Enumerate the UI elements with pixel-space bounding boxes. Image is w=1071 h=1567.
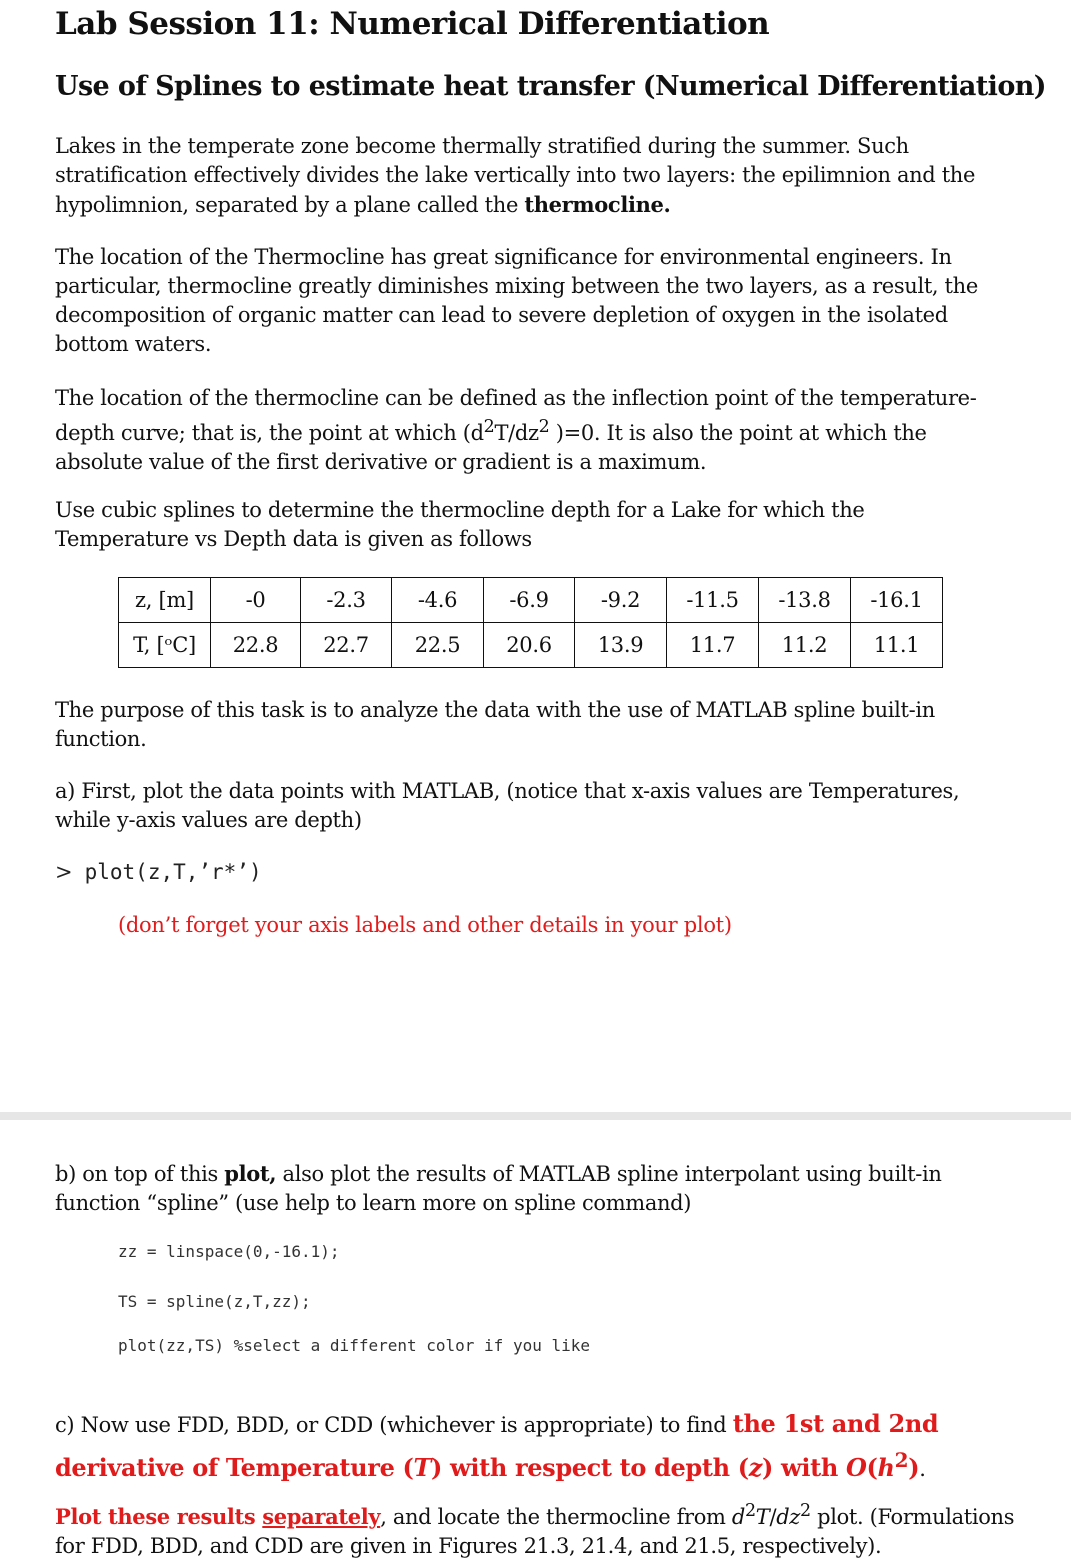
code-line-spline: TS = spline(z,T,zz); — [118, 1292, 311, 1311]
temperature-depth-table — [118, 577, 943, 668]
table-cell: 11.7 — [667, 623, 759, 668]
math-slash: / — [769, 1505, 777, 1529]
code-line-linspace: zz = linspace(0,-16.1); — [118, 1242, 340, 1261]
code-line-plot: plot(zz,TS) %select a different color if you like — [118, 1336, 591, 1355]
table-cell: -6.9 — [484, 578, 575, 623]
plot-instruction-text: plot. (Formulations for FDD, BDD, and CDD are given in Figures 21.3, 21.4, and 21.5, respectively). — [55, 1505, 1015, 1558]
table-header-cell: z, [m] — [119, 578, 211, 623]
table-cell: 11.1 — [851, 623, 943, 668]
definition-paragraph — [55, 384, 1015, 477]
table-cell: -11.5 — [667, 578, 759, 623]
prompt-symbol: > — [55, 860, 73, 884]
part-c-text-start: c) Now use FDD, BDD, or CDD (whichever is appropriate) to find — [55, 1413, 733, 1437]
table-cell: 22.8 — [211, 623, 301, 668]
definition-text-start: The location of the thermocline can be defined as the inflection point of the temperature-depth curve; that is, the point at which (d — [55, 386, 977, 445]
table-cell: -4.6 — [392, 578, 484, 623]
definition-text-mid: T/dz — [494, 421, 539, 445]
table-cell: -13.8 — [759, 578, 851, 623]
part-c-paragraph — [55, 1406, 1015, 1487]
math-T: T — [755, 1505, 770, 1529]
part-b-text-end: also plot the results of MATLAB spline interpolant using built-in function “spline” (use help to learn more on spline command) — [55, 1162, 942, 1215]
table-cell: 13.9 — [575, 623, 667, 668]
purpose-paragraph: The purpose of this task is to analyze the data with the use of MATLAB spline built-in function. — [55, 698, 935, 751]
part-b-text-start: b) on top of this — [55, 1162, 225, 1186]
plot-instruction-paragraph — [55, 1497, 1015, 1561]
part-c-highlight-text: ) with — [762, 1453, 846, 1482]
table-cell: 22.5 — [392, 623, 484, 668]
task-intro-paragraph: Use cubic splines to determine the thermocline depth for a Lake for which the Temperature vs Depth data is given as follows — [55, 498, 865, 551]
part-c-highlight: the 1st and 2nd derivative of Temperature (T) with respect to depth (z) with $O(h^2)$ — [55, 1409, 939, 1482]
definition-sup: 2 — [483, 417, 495, 437]
table-cell: -0 — [211, 578, 301, 623]
step-symbol: h — [877, 1453, 895, 1482]
part-c-highlight-text: the 1st and 2nd derivative of Temperature ( — [55, 1409, 939, 1482]
part-a-paragraph: a) First, plot the data points with MATLAB, (notice that x-axis values are Temperatures, while y-axis values are depth) — [55, 779, 960, 832]
axis-labels-note: (don’t forget your axis labels and other details in your plot) — [118, 913, 732, 937]
page-divider — [0, 1112, 1071, 1120]
definition-sup: 2 — [538, 417, 550, 437]
plot-instruction-text: , and locate the thermocline from — [380, 1505, 732, 1529]
table-row-temperature — [119, 623, 943, 668]
plot-command-text: plot(z,T,’r*’) — [84, 860, 262, 884]
math-exponent: 2 — [745, 1501, 756, 1521]
temperature-symbol: T — [413, 1453, 432, 1482]
intro-text: Lakes in the temperate zone become thermally stratified during the summer. Such stratification effectively divides the lake vertically into two layers: the epilimnion and the hypolimnion, separated by a plane called the — [55, 134, 976, 217]
table-cell: -16.1 — [851, 578, 943, 623]
part-b-paragraph — [55, 1159, 1015, 1218]
table-cell: 20.6 — [484, 623, 575, 668]
plot-command — [55, 860, 262, 884]
separately-underlined: separately — [262, 1504, 381, 1529]
table-cell: -2.3 — [301, 578, 392, 623]
math-d: d — [731, 1505, 745, 1529]
math-dz: dz — [776, 1505, 801, 1529]
thermocline-term: thermocline. — [524, 192, 671, 217]
plot-instruction-highlight: Plot these results — [55, 1504, 263, 1529]
table-row-depth — [119, 578, 943, 623]
step-exponent: 2 — [894, 1448, 909, 1472]
section-heading: Use of Splines to estimate heat transfer (Numerical Differentiation) — [55, 71, 1046, 102]
part-c-period: . — [919, 1457, 926, 1481]
table-header-cell: T, [ᵒC] — [119, 623, 211, 668]
part-c-highlight-text: ) with respect to depth ( — [431, 1453, 749, 1482]
page-title: Lab Session 11: Numerical Differentiation — [55, 6, 770, 42]
significance-paragraph: The location of the Thermocline has great significance for environmental engineers. In particular, thermocline greatly diminishes mixing between the two layers, as a result, the decomposition of organic matter can lead to severe depletion of oxygen in the isolated bottom waters. — [55, 245, 978, 356]
definition-text-end: )=0. It is also the point at which the absolute value of the first derivative or gradient is a maximum. — [55, 421, 927, 474]
intro-paragraph — [55, 132, 1015, 220]
table-cell: 11.2 — [759, 623, 851, 668]
depth-symbol: z — [748, 1453, 762, 1482]
order-symbol: O — [845, 1453, 867, 1482]
math-exponent: 2 — [800, 1501, 811, 1521]
table-cell: 22.7 — [301, 623, 392, 668]
table-cell: -9.2 — [575, 578, 667, 623]
part-b-bold-plot: plot, — [224, 1161, 277, 1186]
